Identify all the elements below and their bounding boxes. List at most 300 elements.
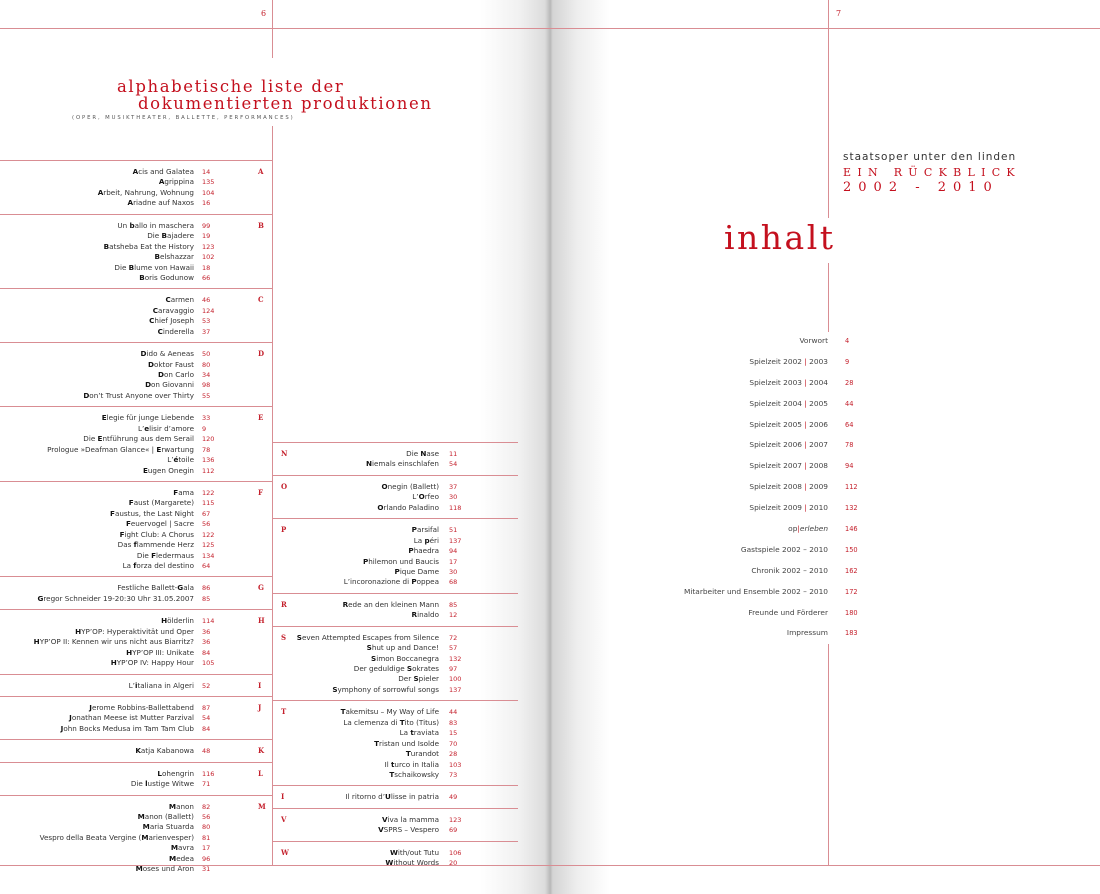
section-letter: S	[281, 632, 287, 642]
entry-initial: D	[145, 380, 152, 390]
entry-page: 52	[202, 681, 211, 690]
section-letter: F	[258, 487, 263, 497]
toc-label-text: Spielzeit 2002	[749, 356, 805, 366]
index-section-m	[0, 795, 273, 880]
toc-label	[749, 481, 828, 493]
entry-page: 132	[449, 654, 462, 663]
toc-item	[600, 398, 900, 419]
index-entry	[0, 637, 273, 647]
entry-initial: V	[378, 825, 384, 835]
index-entry	[0, 802, 273, 812]
toc-separator: |	[804, 482, 807, 492]
index-entry	[272, 749, 518, 759]
index-entry	[0, 198, 273, 208]
toc-label	[751, 565, 828, 577]
entry-title: L’elisir d’amore	[137, 423, 194, 433]
toc-item	[600, 523, 900, 544]
entry-initial: E	[142, 465, 148, 475]
index-entry	[0, 242, 273, 252]
entry-page: 85	[202, 594, 211, 603]
toc-label-text: 2003	[806, 356, 828, 366]
entry-title: Ariadne auf Naxos	[127, 198, 194, 208]
entry-title: Without Words	[385, 858, 439, 868]
entry-initial: R	[342, 599, 349, 609]
entry-page: 9	[202, 424, 207, 433]
index-entry	[272, 728, 518, 738]
entry-initial: L	[157, 768, 162, 778]
entry-title: Il turco in Italia	[384, 759, 439, 769]
index-entry	[0, 551, 273, 561]
entry-initial: F	[119, 529, 125, 539]
entry-title: Die Blume von Hawaii	[114, 262, 194, 272]
entry-initial: S	[406, 664, 413, 673]
entry-initial: F	[128, 498, 134, 508]
entry-title: Doktor Faust	[148, 359, 194, 369]
entry-page: 20	[449, 859, 458, 868]
section-letter: N	[281, 449, 288, 458]
index-entry	[272, 664, 518, 674]
entry-page: 85	[449, 600, 458, 609]
entry-initial: P	[411, 577, 417, 587]
entry-title: Phaedra	[408, 546, 439, 556]
entry-initial: l	[145, 779, 148, 789]
table-of-contents	[600, 335, 900, 648]
entry-title: Simon Boccanegra	[371, 653, 439, 663]
entry-page: 37	[449, 482, 458, 491]
index-entry	[0, 391, 273, 401]
entry-title: Niemals einschlafen	[365, 459, 439, 469]
entry-title: Elegie für junge Liebende	[101, 413, 194, 423]
entry-initial: K	[135, 746, 141, 756]
entry-page: 56	[202, 520, 211, 529]
entry-page: 114	[202, 617, 215, 626]
index-entry	[272, 654, 518, 664]
section-letter: I	[258, 680, 262, 690]
entry-page: 84	[202, 648, 211, 657]
index-entry	[272, 739, 518, 749]
index-entry	[272, 557, 518, 567]
entry-page: 14	[202, 168, 211, 176]
entry-initial: P	[362, 556, 369, 566]
entry-title: Die Bajadere	[147, 231, 194, 241]
index-entry	[0, 306, 273, 316]
entry-title: L’incoronazione di Poppea	[343, 577, 439, 587]
entry-title: Jerome Robbins-Ballettabend	[89, 702, 194, 712]
entry-page: 80	[202, 823, 211, 832]
toc-label-text: Spielzeit 2006	[749, 440, 805, 450]
toc-label-text: 2004	[806, 377, 828, 387]
toc-item	[600, 627, 900, 648]
toc-item	[600, 356, 900, 377]
entry-initial: P	[411, 525, 417, 535]
entry-page: 134	[202, 551, 215, 560]
entry-page: 115	[202, 499, 215, 508]
index-entry	[0, 263, 273, 273]
entry-title: Der Spieler	[398, 674, 439, 684]
entry-page: 137	[449, 685, 462, 694]
entry-initial: V	[381, 814, 388, 824]
entry-title: L’italiana in Algeri	[128, 680, 194, 690]
entry-title: HYP’OP IV: Happy Hour	[110, 658, 194, 668]
entry-initial: N	[365, 459, 372, 469]
index-entry	[272, 536, 518, 546]
page-number-left: 6	[261, 9, 267, 18]
section-letter: V	[281, 814, 287, 824]
entry-title: Don’t Trust Anyone over Thirty	[83, 390, 194, 400]
entry-initial: W	[389, 847, 398, 857]
entry-initial: E	[97, 434, 103, 444]
toc-item	[600, 439, 900, 460]
toc-page: 162	[845, 566, 858, 575]
entry-page: 137	[449, 536, 462, 545]
section-letter: T	[281, 707, 287, 717]
entry-initial: A	[132, 167, 139, 176]
entry-page: 37	[202, 327, 211, 336]
entry-title: Seven Attempted Escapes from Silence	[296, 632, 439, 642]
entry-initial: M	[137, 812, 145, 821]
entry-title: Carmen	[165, 295, 194, 305]
entry-initial: F	[151, 550, 157, 560]
toc-page: 94	[845, 462, 854, 471]
entry-page: 34	[202, 371, 211, 379]
entry-title: Turandot	[405, 749, 439, 759]
index-entry	[0, 327, 273, 337]
index-entry	[272, 825, 518, 835]
entry-title: La traviata	[399, 728, 439, 738]
section-letter: H	[258, 616, 265, 626]
entry-title: Symphony of sorrowful songs	[332, 684, 439, 694]
index-section-o	[272, 475, 518, 518]
toc-label	[749, 460, 828, 472]
index-entry	[0, 380, 273, 390]
toc-label-text: 2010	[806, 503, 828, 513]
entry-title: L’Orfeo	[412, 492, 439, 502]
entry-title: Die Entführung aus dem Serail	[83, 434, 194, 444]
entry-page: 54	[449, 460, 458, 469]
index-entry	[0, 583, 273, 593]
entry-initial: D	[148, 359, 154, 369]
toc-item	[600, 607, 900, 628]
index-section-f	[0, 481, 273, 577]
entry-initial: M	[170, 843, 178, 853]
entry-page: 102	[202, 253, 215, 262]
toc-label-text: Freunde und Förderer	[748, 607, 828, 617]
entry-initial: U	[384, 792, 391, 802]
entry-title: VSPRS – Vespero	[378, 825, 439, 835]
index-entry	[0, 273, 273, 283]
right-vertical-rule	[828, 263, 829, 332]
index-entry	[0, 833, 273, 843]
entry-page: 71	[202, 780, 211, 789]
toc-label	[749, 419, 828, 431]
index-entry	[0, 594, 273, 604]
entry-title: Caravaggio	[152, 305, 194, 315]
entry-initial: t	[410, 728, 414, 738]
entry-page: 105	[202, 659, 215, 668]
index-entry	[0, 530, 273, 540]
entry-page: 51	[449, 526, 458, 535]
toc-page: 9	[845, 357, 850, 366]
entry-title: Chief Joseph	[149, 316, 194, 326]
entry-initial: M	[142, 822, 150, 832]
entry-initial: H	[110, 658, 117, 668]
toc-label	[799, 335, 828, 347]
page-title-line2: dokumentierten produktionen	[138, 94, 433, 113]
entry-initial: H	[126, 647, 133, 657]
entry-initial: O	[381, 481, 388, 491]
index-entry	[0, 231, 273, 241]
index-entry	[272, 707, 518, 717]
entry-page: 17	[202, 844, 211, 853]
toc-label	[748, 607, 828, 619]
entry-initial: T	[340, 707, 346, 717]
index-entry	[272, 760, 518, 770]
index-entry	[272, 633, 518, 643]
entry-initial: f	[133, 561, 137, 570]
toc-page: 4	[845, 337, 850, 345]
entry-page: 136	[202, 456, 215, 465]
index-entry	[272, 848, 518, 858]
entry-initial: t	[390, 759, 395, 769]
entry-page: 120	[202, 435, 215, 444]
toc-label	[749, 502, 828, 514]
entry-title: Gregor Schneider 19-20:30 Uhr 31.05.2007	[37, 593, 194, 603]
toc-item	[600, 502, 900, 523]
entry-title: La péri	[413, 535, 439, 545]
index-entry	[0, 561, 273, 571]
entry-title: Don Carlo	[158, 370, 194, 379]
entry-title: Pique Dame	[394, 566, 439, 576]
entry-page: 72	[449, 633, 458, 642]
entry-title: La clemenza di Tito (Titus)	[343, 717, 439, 727]
entry-initial: F	[173, 487, 179, 497]
index-entry	[0, 370, 273, 380]
publisher-name: staatsoper unter den linden	[843, 151, 1017, 163]
entry-title: With/out Tutu	[389, 847, 439, 857]
entry-title: Festliche Ballett-Gala	[117, 583, 194, 593]
entry-page: 96	[202, 854, 211, 863]
section-letter: J	[258, 702, 262, 712]
index-entry	[272, 643, 518, 653]
toc-label-text: 2005	[806, 398, 828, 408]
toc-label-text: 2006	[806, 419, 828, 429]
section-letter: L	[258, 768, 263, 778]
entry-initial: S	[332, 684, 338, 694]
section-letter: A	[258, 167, 264, 176]
section-letter: B	[258, 220, 264, 230]
entry-page: 99	[202, 221, 211, 230]
entry-initial: M	[168, 801, 177, 811]
index-entry	[0, 295, 273, 305]
entry-initial: D	[140, 349, 147, 359]
toc-separator: |	[804, 503, 807, 513]
entry-title: John Bocks Medusa im Tam Tam Club	[60, 723, 194, 733]
toc-item	[600, 460, 900, 481]
entry-page: 28	[449, 750, 458, 759]
index-entry	[0, 488, 273, 498]
entry-title: Moses und Aron	[135, 864, 194, 874]
toc-label	[741, 544, 828, 556]
entry-initial: C	[165, 295, 171, 305]
entry-title: HYP’OP II: Kennen wir uns nicht aus Biarritz?	[33, 637, 194, 647]
index-section-i	[0, 674, 273, 696]
index-entry	[0, 864, 273, 874]
entry-page: 123	[449, 815, 462, 824]
index-entry	[0, 413, 273, 423]
entry-page: 49	[449, 793, 458, 802]
entry-initial: F	[110, 508, 115, 518]
index-entry	[272, 482, 518, 492]
toc-label-text: 2008	[806, 461, 828, 471]
entry-initial: F	[125, 519, 131, 529]
entry-initial: A	[97, 187, 104, 197]
entry-title: Acis and Galatea	[132, 167, 194, 176]
index-entry	[272, 600, 518, 610]
index-entry	[0, 519, 273, 529]
entry-page: 30	[449, 567, 458, 576]
entry-initial: P	[394, 566, 400, 576]
entry-initial: D	[83, 390, 90, 400]
right-vertical-rule	[828, 0, 829, 218]
entry-page: 83	[449, 718, 458, 727]
entry-initial: T	[389, 769, 395, 779]
index-entry	[272, 674, 518, 684]
toc-label	[749, 356, 828, 368]
entry-page: 78	[202, 445, 211, 454]
entry-initial: p	[424, 535, 430, 545]
page-number-right: 7	[836, 9, 842, 18]
toc-separator: |	[797, 524, 800, 534]
book-subtitle: EIN RÜCKBLICK	[843, 166, 1021, 179]
entry-title: Rede an den kleinen Mann	[342, 599, 439, 609]
entry-page: 67	[202, 509, 211, 518]
index-entry	[0, 455, 273, 465]
entry-title: Belshazzar	[154, 252, 194, 262]
index-entry	[0, 188, 273, 198]
entry-title: Die Fledermaus	[136, 550, 194, 560]
entry-title: Die lustige Witwe	[130, 779, 194, 789]
entry-page: 12	[449, 611, 458, 620]
section-letter: C	[258, 295, 264, 305]
entry-initial: R	[411, 610, 418, 620]
entry-page: 87	[202, 703, 211, 712]
entry-initial: A	[158, 177, 165, 187]
index-entry	[272, 792, 518, 802]
section-letter: O	[281, 481, 288, 491]
index-entry	[0, 843, 273, 853]
index-column-middle	[272, 442, 518, 874]
entry-page: 73	[449, 770, 458, 779]
book-years: 2002 - 2010	[843, 180, 999, 195]
entry-page: 50	[202, 350, 211, 359]
index-section-b	[0, 214, 273, 289]
toc-label-text: Spielzeit 2004	[749, 398, 805, 408]
entry-title: Prologue »Deafman Glance« | Erwartung	[47, 444, 194, 454]
entry-initial: J	[69, 713, 72, 723]
entry-initial: B	[154, 252, 160, 262]
toc-label	[787, 627, 828, 639]
index-entry	[0, 177, 273, 187]
toc-label-text: Spielzeit 2003	[749, 377, 805, 387]
entry-page: 68	[449, 578, 458, 587]
toc-page: 64	[845, 420, 854, 429]
entry-initial: B	[128, 262, 135, 272]
index-section-a	[0, 160, 273, 214]
entry-initial: C	[149, 316, 155, 326]
toc-label-text: Spielzeit 2005	[749, 419, 805, 429]
entry-initial: W	[385, 858, 394, 868]
entry-page: 94	[449, 547, 458, 556]
entry-initial: C	[152, 305, 159, 315]
entry-page: 122	[202, 530, 215, 539]
entry-page: 36	[202, 638, 211, 647]
entry-title: Il ritorno d’Ulisse in patria	[345, 792, 439, 802]
entry-title: HYP’OP III: Unikate	[126, 647, 194, 657]
entry-title: Manon (Ballett)	[137, 812, 194, 821]
index-entry	[0, 221, 273, 231]
entry-title: Tristan und Isolde	[374, 738, 439, 748]
entry-page: 100	[449, 675, 462, 684]
entry-initial: B	[139, 272, 145, 282]
entry-page: 123	[202, 242, 215, 251]
index-entry	[0, 822, 273, 832]
entry-page: 36	[202, 627, 211, 636]
entry-initial: M	[169, 853, 177, 863]
entry-title: L’étoile	[167, 455, 194, 465]
toc-item	[600, 565, 900, 586]
index-entry	[0, 252, 273, 262]
entry-initial: T	[399, 717, 405, 727]
entry-page: 48	[202, 747, 211, 756]
toc-label	[684, 586, 828, 598]
index-section-t	[272, 700, 518, 785]
index-section-k	[0, 739, 273, 761]
entry-initial: H	[75, 626, 82, 636]
entry-initial: S	[413, 674, 419, 684]
index-column-left	[0, 160, 273, 880]
index-entry	[0, 349, 273, 359]
entry-page: 19	[202, 232, 211, 241]
index-entry	[272, 718, 518, 728]
index-entry	[0, 703, 273, 713]
index-entry	[0, 658, 273, 668]
entry-page: 53	[202, 317, 211, 326]
index-entry	[272, 815, 518, 825]
entry-page: 97	[449, 665, 458, 673]
toc-page: 132	[845, 504, 858, 513]
section-letter: P	[281, 525, 287, 535]
toc-label-text: Spielzeit 2008	[749, 482, 805, 492]
section-letter: R	[281, 599, 287, 609]
toc-label-text: 2009	[806, 482, 828, 492]
entry-title: Philemon und Baucis	[362, 556, 439, 566]
toc-label-text: Chronik 2002 – 2010	[751, 565, 828, 575]
toc-label	[788, 523, 828, 535]
toc-item	[600, 419, 900, 440]
index-section-r	[272, 593, 518, 626]
index-entry	[272, 525, 518, 535]
entry-initial: T	[374, 738, 380, 748]
toc-item	[600, 481, 900, 502]
index-section-g	[0, 576, 273, 609]
index-entry	[272, 449, 518, 459]
toc-item	[600, 335, 900, 356]
section-letter: M	[258, 801, 266, 811]
page-subtitle: (OPER, MUSIKTHEATER, BALLETTE, PERFORMANCES)	[72, 115, 295, 121]
entry-initial: G	[177, 583, 184, 593]
right-vertical-rule	[828, 644, 829, 865]
index-section-l	[0, 762, 273, 795]
